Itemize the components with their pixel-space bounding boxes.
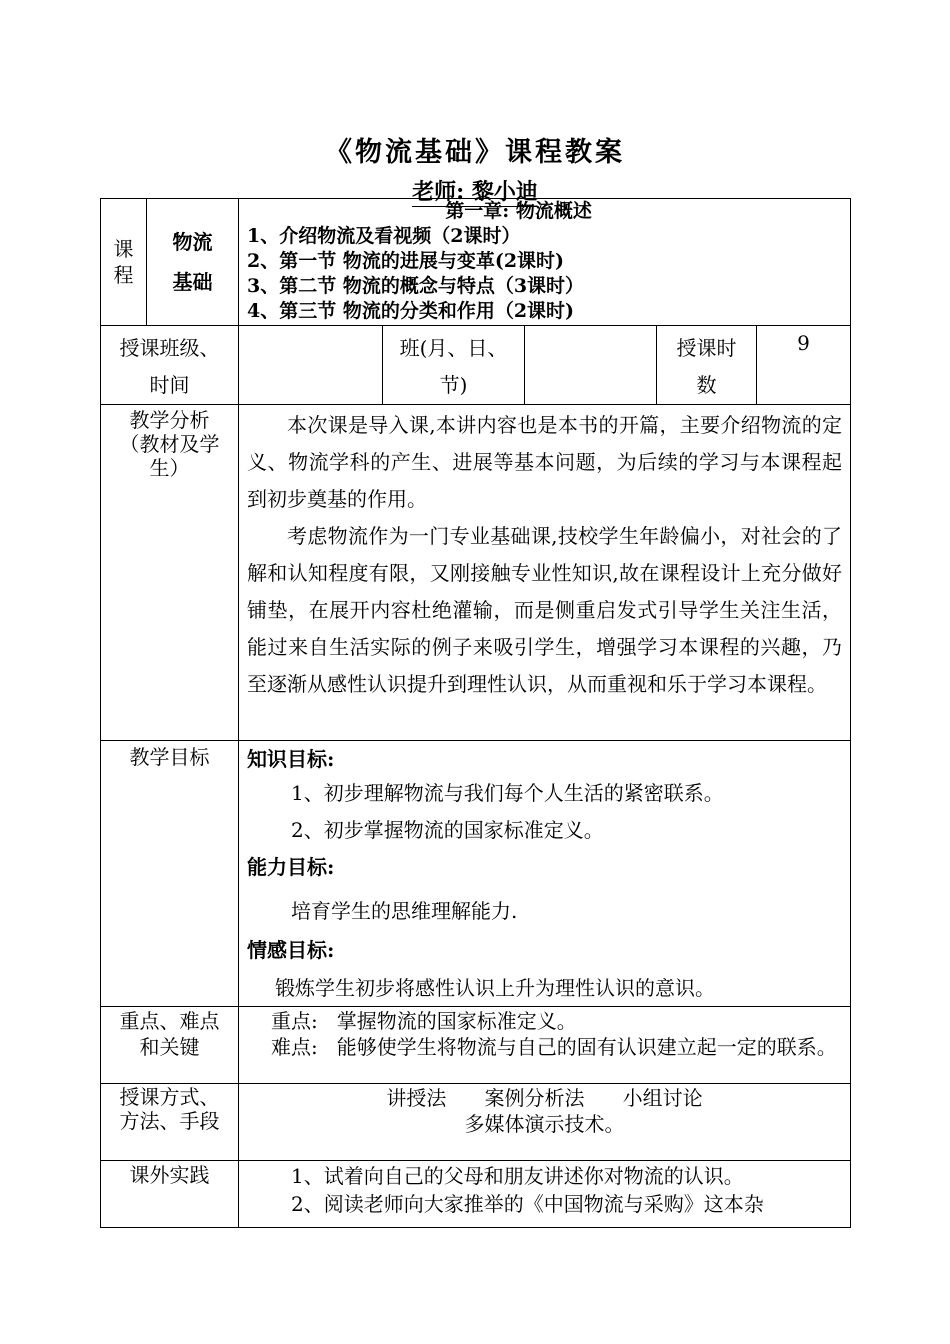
emotion-title: 情感目标: <box>247 938 335 962</box>
course-row <box>101 199 851 326</box>
practice-item: 1、试着向自己的父母和朋友讲述你对物流的认识。 <box>291 1164 744 1188</box>
analysis-content-cell <box>239 405 851 741</box>
practice-item: 2、阅读老师向大家推举的《中国物流与采购》这本杂 <box>291 1192 764 1216</box>
hours-label-line2: 数 <box>696 373 717 397</box>
chapter-item: 1、介绍物流及看视频（2课时） <box>247 225 521 247</box>
objectives-label-cell <box>101 741 239 1007</box>
class-time-label-line2: 时间 <box>149 373 190 397</box>
methods-line1: 讲授法 案例分析法 小组讨论 <box>386 1086 703 1110</box>
ability-item: 培育学生的思维理解能力. <box>291 899 518 923</box>
hours-label-line1: 授课时 <box>676 336 737 360</box>
analysis-paragraph: 考虑物流作为一门专业基础课,技校学生年龄偏小，对社会的了解和认知程度有限，又刚接触专业性知识,故在课程设计上充分做好铺垫，在展开内容杜绝灌输，而是侧重启发式引导学生关注生活，能过来自生活实际的例子来吸引学生，增强学习本课程的兴趣，乃至逐渐从感性认识提升到理性认识，从而重视和乐于学习本课程。 <box>247 524 843 696</box>
hours-value: 9 <box>797 331 810 355</box>
practice-label-cell <box>101 1161 239 1228</box>
emotion-item: 锻炼学生初步将感性认识上升为理性认识的意识。 <box>275 976 715 1000</box>
knowledge-title: 知识目标: <box>247 747 335 771</box>
key-point: 重点: 掌握物流的国家标准定义。 <box>271 1009 577 1033</box>
analysis-paragraph: 本次课是导入课,本讲内容也是本书的开篇，主要介绍物流的定义、物流学科的产生、进展等基本问题，为后续的学习与本课程起到初步奠基的作用。 <box>247 413 843 511</box>
document-title: 《物流基础》课程教案 <box>325 137 625 168</box>
analysis-row <box>101 405 851 741</box>
practice-row <box>101 1161 851 1228</box>
class-day-label-line2: 节) <box>439 373 468 397</box>
difficulty-point: 难点: 能够使学生将物流与自己的固有认识建立起一定的联系。 <box>271 1035 837 1059</box>
methods-row <box>101 1084 851 1161</box>
analysis-label: 教学分析（教材及学生） <box>119 408 220 480</box>
practice-content-cell <box>239 1161 851 1228</box>
class-time-label-line1: 授课班级、 <box>119 336 220 360</box>
objectives-content-cell <box>239 741 851 1007</box>
class-day-value-cell <box>525 326 657 405</box>
key-points-label-cell <box>101 1007 239 1084</box>
key-points-label: 重点、难点和关键 <box>119 1009 220 1059</box>
chapter-item: 3、第二节 物流的概念与特点（3课时） <box>247 275 585 297</box>
objectives-row <box>101 741 851 1007</box>
analysis-label-cell <box>101 405 239 741</box>
course-name-line2: 基础 <box>172 270 213 294</box>
key-points-content-cell <box>239 1007 851 1084</box>
practice-label: 课外实践 <box>129 1163 210 1187</box>
chapter-item: 4、第三节 物流的分类和作用（2课时) <box>247 300 575 322</box>
course-name-cell <box>147 199 239 326</box>
class-day-label-cell <box>383 326 525 405</box>
objectives-label: 教学目标 <box>129 745 210 769</box>
key-points-row <box>101 1007 851 1084</box>
class-day-label-line1: 班(月、日、 <box>399 336 508 360</box>
course-label: 课程 <box>113 237 134 287</box>
chapter-heading: 第一章: 物流概述 <box>445 200 592 222</box>
methods-line2: 多媒体演示技术。 <box>464 1112 625 1136</box>
course-label-cell <box>101 199 147 326</box>
hours-label-cell <box>657 326 757 405</box>
ability-title: 能力目标: <box>247 855 335 879</box>
knowledge-item: 2、初步掌握物流的国家标准定义。 <box>291 818 604 842</box>
methods-label-cell <box>101 1084 239 1161</box>
lesson-plan-table <box>100 198 851 1228</box>
class-time-row <box>101 326 851 405</box>
class-time-value-cell <box>239 326 383 405</box>
chapter-cell <box>239 199 851 326</box>
methods-content-cell <box>239 1084 851 1161</box>
course-name-line1: 物流 <box>172 230 213 254</box>
knowledge-item: 1、初步理解物流与我们每个人生活的紧密联系。 <box>291 781 724 805</box>
class-time-label-cell <box>101 326 239 405</box>
chapter-item: 2、第一节 物流的进展与变革(2课时) <box>247 250 565 272</box>
methods-label: 授课方式、方法、手段 <box>119 1085 220 1133</box>
hours-value-cell <box>757 326 851 405</box>
teacher-name: 老师: 黎小迪 <box>412 179 538 205</box>
